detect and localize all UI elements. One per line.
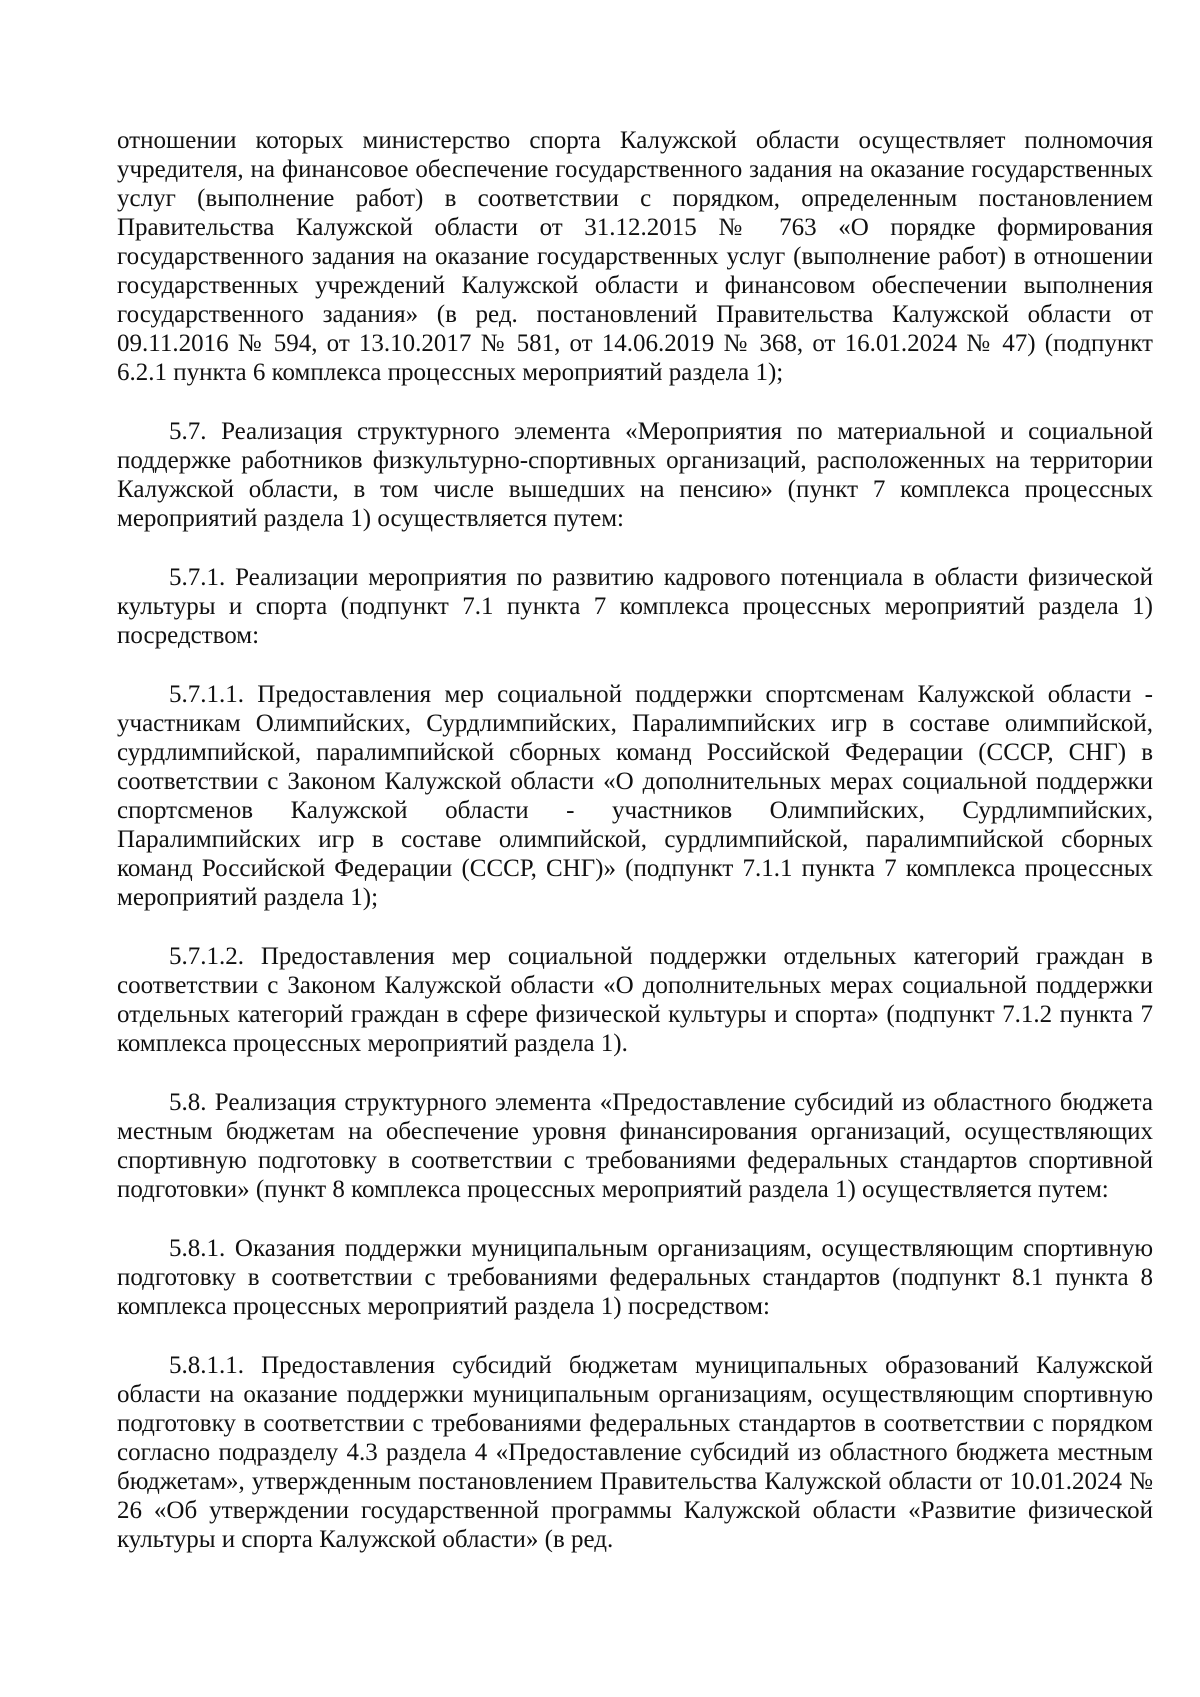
paragraph-5-7: 5.7. Реализация структурного элемента «Мероприятия по материальной и социальной поддержке работников физкультурно-спортивных организаций, расположенных на территории Калужской области, в том числе вышедших на пенсию» (пункт 7 комплекса процессных мероприятий раздела 1) осуществляется путем: [117, 418, 1153, 532]
paragraph-5-8-1-1: 5.8.1.1. Предоставления субсидий бюджетам муниципальных образований Калужской области на оказание поддержки муниципальным организациям, осуществляющим спортивную подготовку в соответствии с требованиями федеральных стандартов в соответствии с порядком согласно подразделу 4.3 раздела 4 «Предоставление субсидий из областного бюджета местным бюджетам», утвержденным постановлением Правительства Калужской области от 10.01.2024 № 26 «Об утверждении государственной программы Калужской области «Развитие физической культуры и спорта Калужской области» (в ред. [117, 1352, 1153, 1553]
paragraph-5-7-1-1: 5.7.1.1. Предоставления мер социальной поддержки спортсменам Калужской области - участникам Олимпийских, Сурдлимпийских, Паралимпийских игр в составе олимпийской, сурдлимпийской, паралимпийской сборных команд Российской Федерации (СССР, СНГ) в соответствии с Законом Калужской области «О дополнительных мерах социальной поддержки спортсменов Калужской области - участников Олимпийских, Сурдлимпийских, Паралимпийских игр в составе олимпийской, сурдлимпийской, паралимпийской сборных команд Российской Федерации (СССР, СНГ)» (подпункт 7.1.1 пункта 7 комплекса процессных мероприятий раздела 1); [117, 681, 1153, 911]
paragraph-5-7-1: 5.7.1. Реализации мероприятия по развитию кадрового потенциала в области физической культуры и спорта (подпункт 7.1 пункта 7 комплекса процессных мероприятий раздела 1) посредством: [117, 564, 1153, 649]
paragraph-5-8: 5.8. Реализация структурного элемента «Предоставление субсидий из областного бюджета местным бюджетам на обеспечение уровня финансирования организаций, осуществляющих спортивную подготовку в соответствии с требованиями федеральных стандартов спортивной подготовки» (пункт 8 комплекса процессных мероприятий раздела 1) осуществляется путем: [117, 1089, 1153, 1203]
paragraph-continuation: отношении которых министерство спорта Калужской области осуществляет полномочия учредителя, на финансовое обеспечение государственного задания на оказание государственных услуг (выполнение работ) в соответствии с порядком, определенным постановлением Правительства Калужской области от 31.12.2015 № 763 «О порядке формирования государственного задания на оказание государственных услуг (выполнение работ) в отношении государственных учреждений Калужской области и финансовом обеспечении выполнения государственного задания» (в ред. постановлений Правительства Калужской области от 09.11.2016 № 594, от 13.10.2017 № 581, от 14.06.2019 № 368, от 16.01.2024 № 47) (подпункт 6.2.1 пункта 6 комплекса процессных мероприятий раздела 1); [117, 127, 1153, 386]
document-page [117, 126, 1153, 1554]
paragraph-5-8-1: 5.8.1. Оказания поддержки муниципальным организациям, осуществляющим спортивную подготовку в соответствии с требованиями федеральных стандартов (подпункт 8.1 пункта 8 комплекса процессных мероприятий раздела 1) посредством: [117, 1235, 1153, 1320]
paragraph-5-7-1-2: 5.7.1.2. Предоставления мер социальной поддержки отдельных категорий граждан в соответствии с Законом Калужской области «О дополнительных мерах социальной поддержки отдельных категорий граждан в сфере физической культуры и спорта» (подпункт 7.1.2 пункта 7 комплекса процессных мероприятий раздела 1). [117, 943, 1153, 1057]
